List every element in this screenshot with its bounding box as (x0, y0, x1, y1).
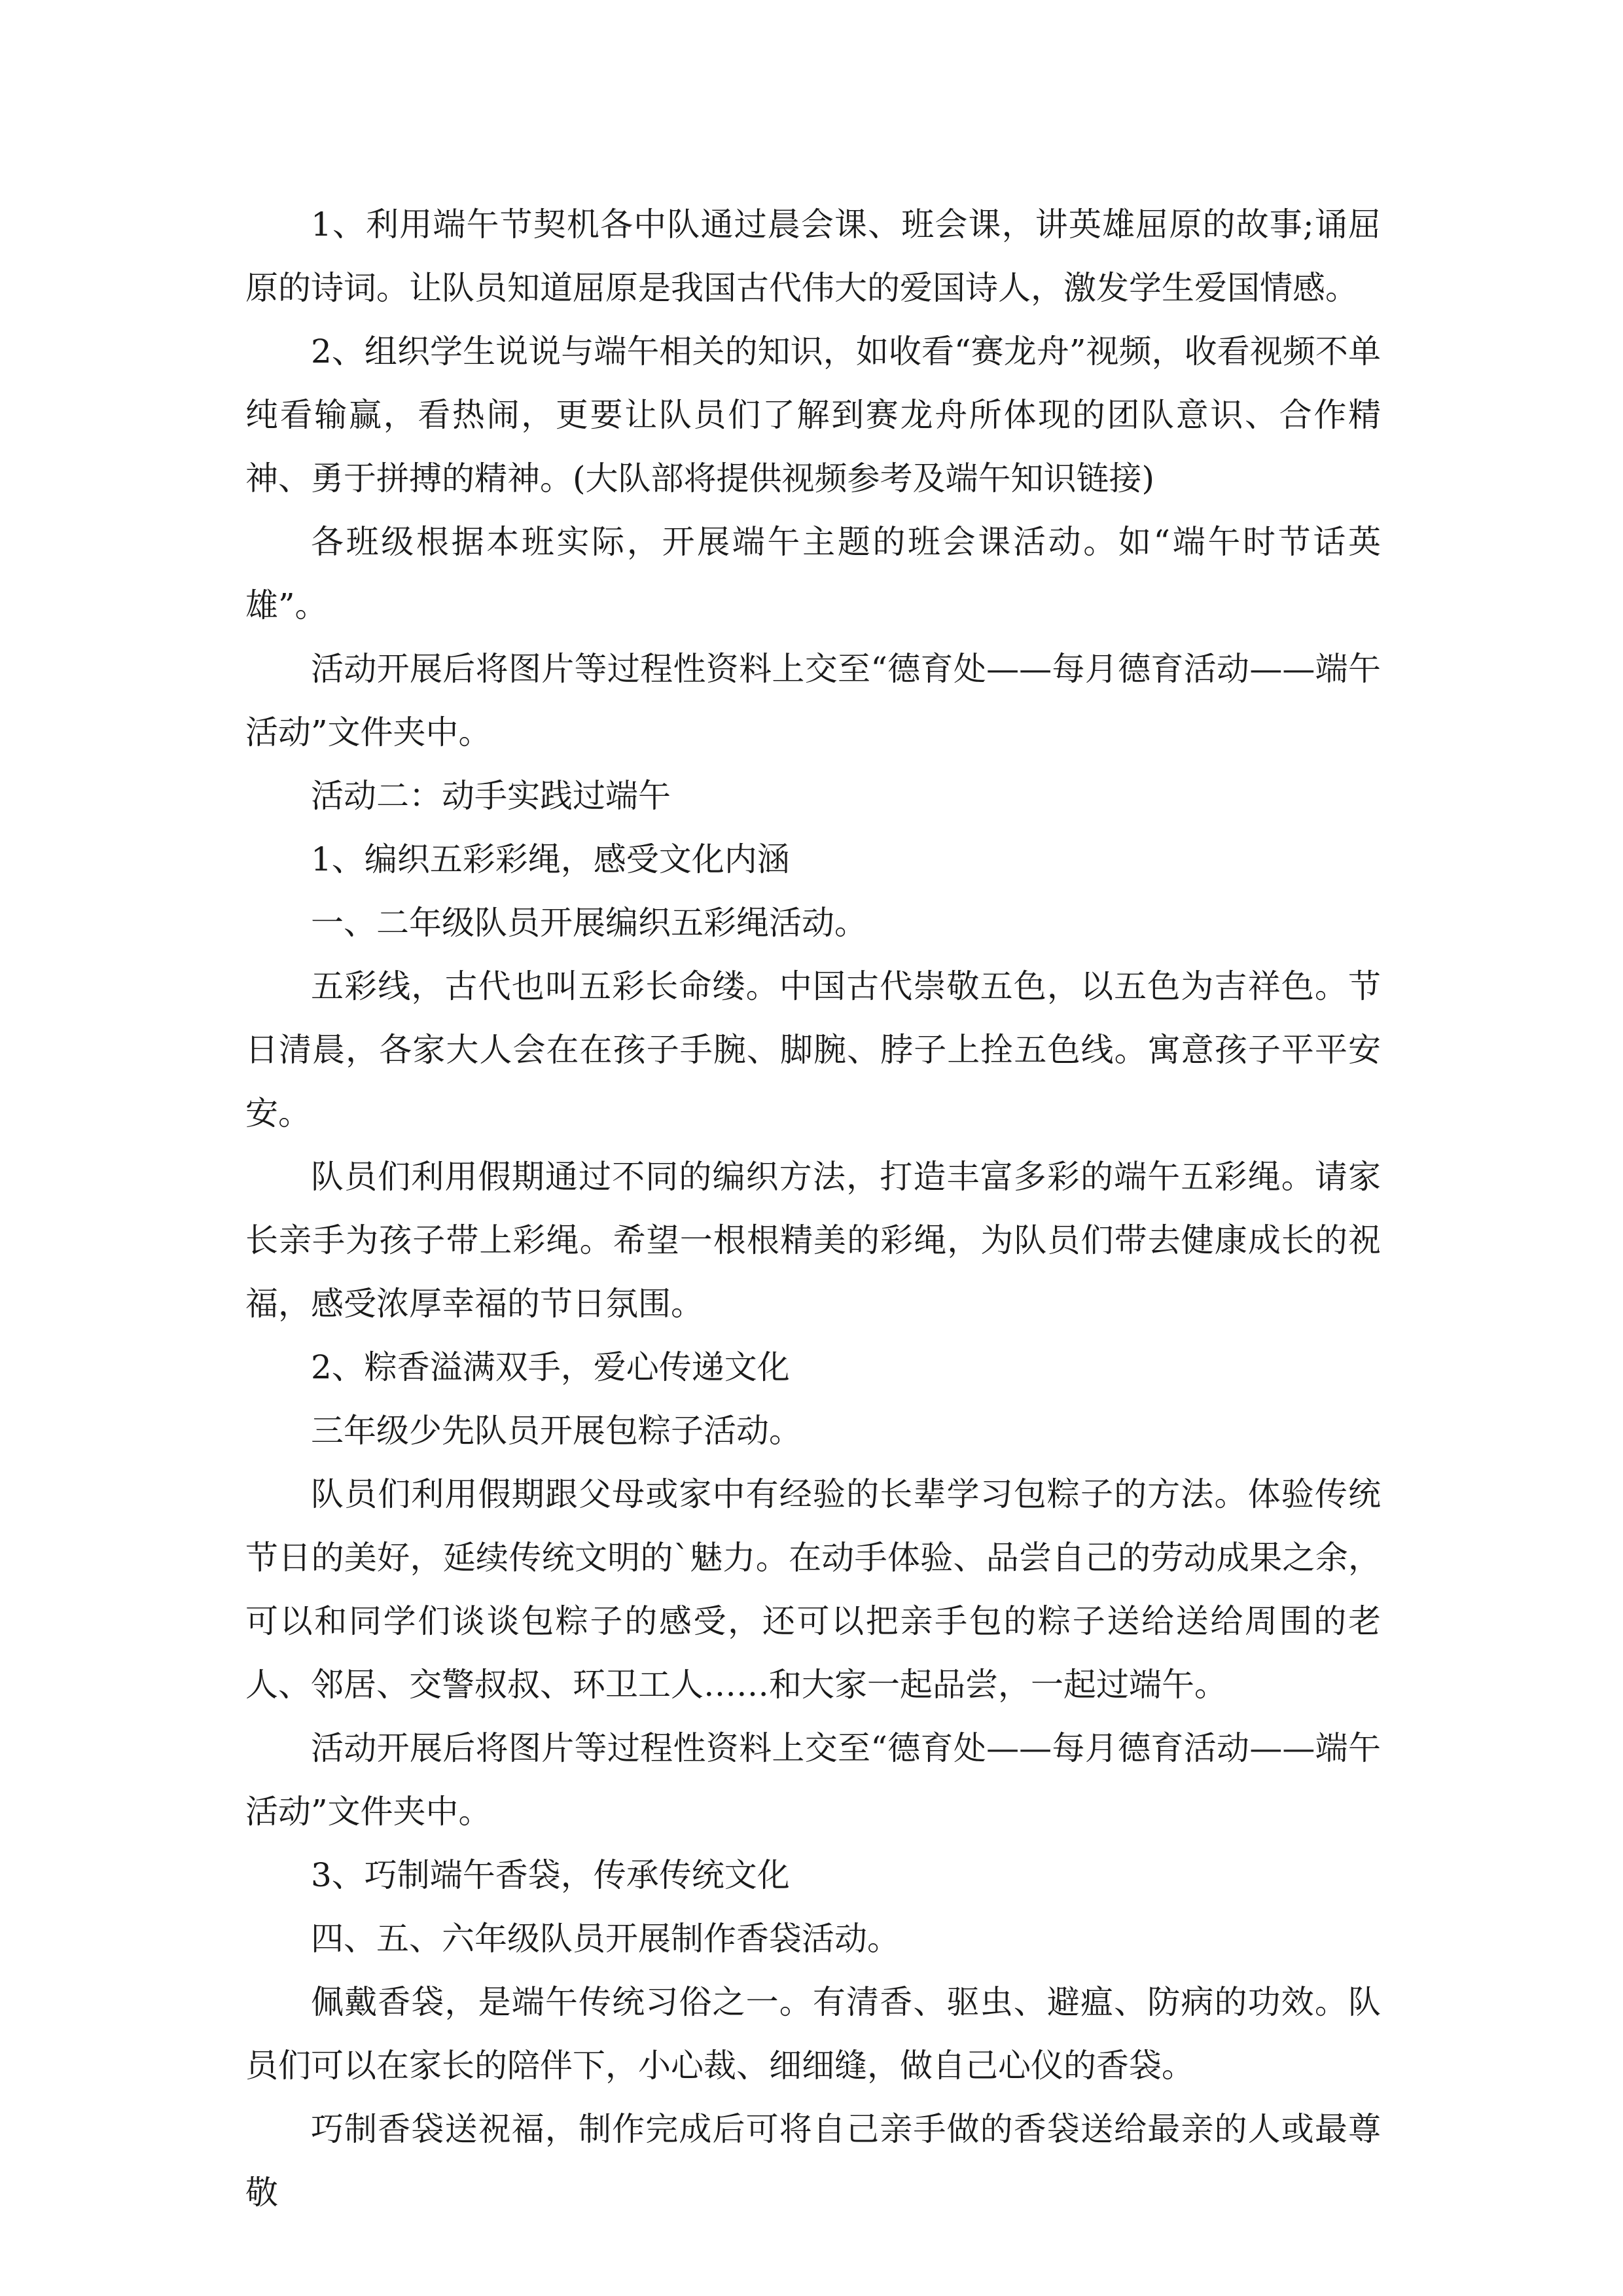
subsection-heading: 1、编织五彩彩绳，感受文化内涵 (311, 840, 790, 878)
paragraph: 活动开展后将图片等过程性资料上交至“德育处——每月德育活动——端午活动”文件夹中。 (245, 650, 1381, 751)
paragraph: 队员们利用假期跟父母或家中有经验的长辈学习包粽子的方法。体验传统节日的美好，延续传统文明的`魅力。在动手体验、品尝自己的劳动成果之余，可以和同学们谈谈包粽子的感受，还可以把亲手包的粽子送给送给周围的老人、邻居、交警叔叔、环卫工人……和大家一起品尝，一起过端午。 (245, 1475, 1381, 1704)
paragraph: 活动开展后将图片等过程性资料上交至“德育处——每月德育活动——端午活动”文件夹中。 (245, 1729, 1381, 1831)
paragraph: 一、二年级队员开展编织五彩绳活动。 (311, 904, 867, 942)
paragraph: 佩戴香袋，是端午传统习俗之一。有清香、驱虫、避瘟、防病的功效。队员们可以在家长的陪伴下，小心裁、细细缝，做自己心仪的香袋。 (245, 1983, 1381, 2085)
document-body (245, 193, 1381, 2225)
paragraph: 三年级少先队员开展包粽子活动。 (311, 1412, 802, 1450)
subsection-heading: 3、巧制端午香袋，传承传统文化 (311, 1856, 790, 1894)
paragraph: 队员们利用假期通过不同的编织方法，打造丰富多彩的端午五彩绳。请家长亲手为孩子带上彩绳。希望一根根精美的彩绳，为队员们带去健康成长的祝福，感受浓厚幸福的节日氛围。 (245, 1158, 1381, 1323)
paragraph: 2、组织学生说说与端午相关的知识，如收看“赛龙舟”视频，收看视频不单纯看输赢，看热闹，更要让队员们了解到赛龙舟所体现的团队意识、合作精神、勇于拼搏的精神。(大队部将提供视频参考及端午知识链接) (245, 332, 1381, 497)
subsection-heading: 2、粽香溢满双手，爱心传递文化 (311, 1348, 790, 1386)
paragraph: 各班级根据本班实际，开展端午主题的班会课活动。如“端午时节话英雄”。 (245, 523, 1381, 624)
paragraph: 巧制香袋送祝福，制作完成后可将自己亲手做的香袋送给最亲的人或最尊敬 (245, 2110, 1381, 2212)
paragraph: 四、五、六年级队员开展制作香袋活动。 (311, 1920, 900, 1958)
paragraph: 五彩线，古代也叫五彩长命缕。中国古代崇敬五色，以五色为吉祥色。节日清晨，各家大人会在在孩子手腕、脚腕、脖子上拴五色线。寓意孩子平平安安。 (245, 967, 1381, 1132)
section-heading: 活动二：动手实践过端午 (311, 777, 671, 815)
paragraph: 1、利用端午节契机各中队通过晨会课、班会课，讲英雄屈原的故事;诵屈原的诗词。让队员知道屈原是我国古代伟大的爱国诗人，激发学生爱国情感。 (245, 206, 1381, 307)
